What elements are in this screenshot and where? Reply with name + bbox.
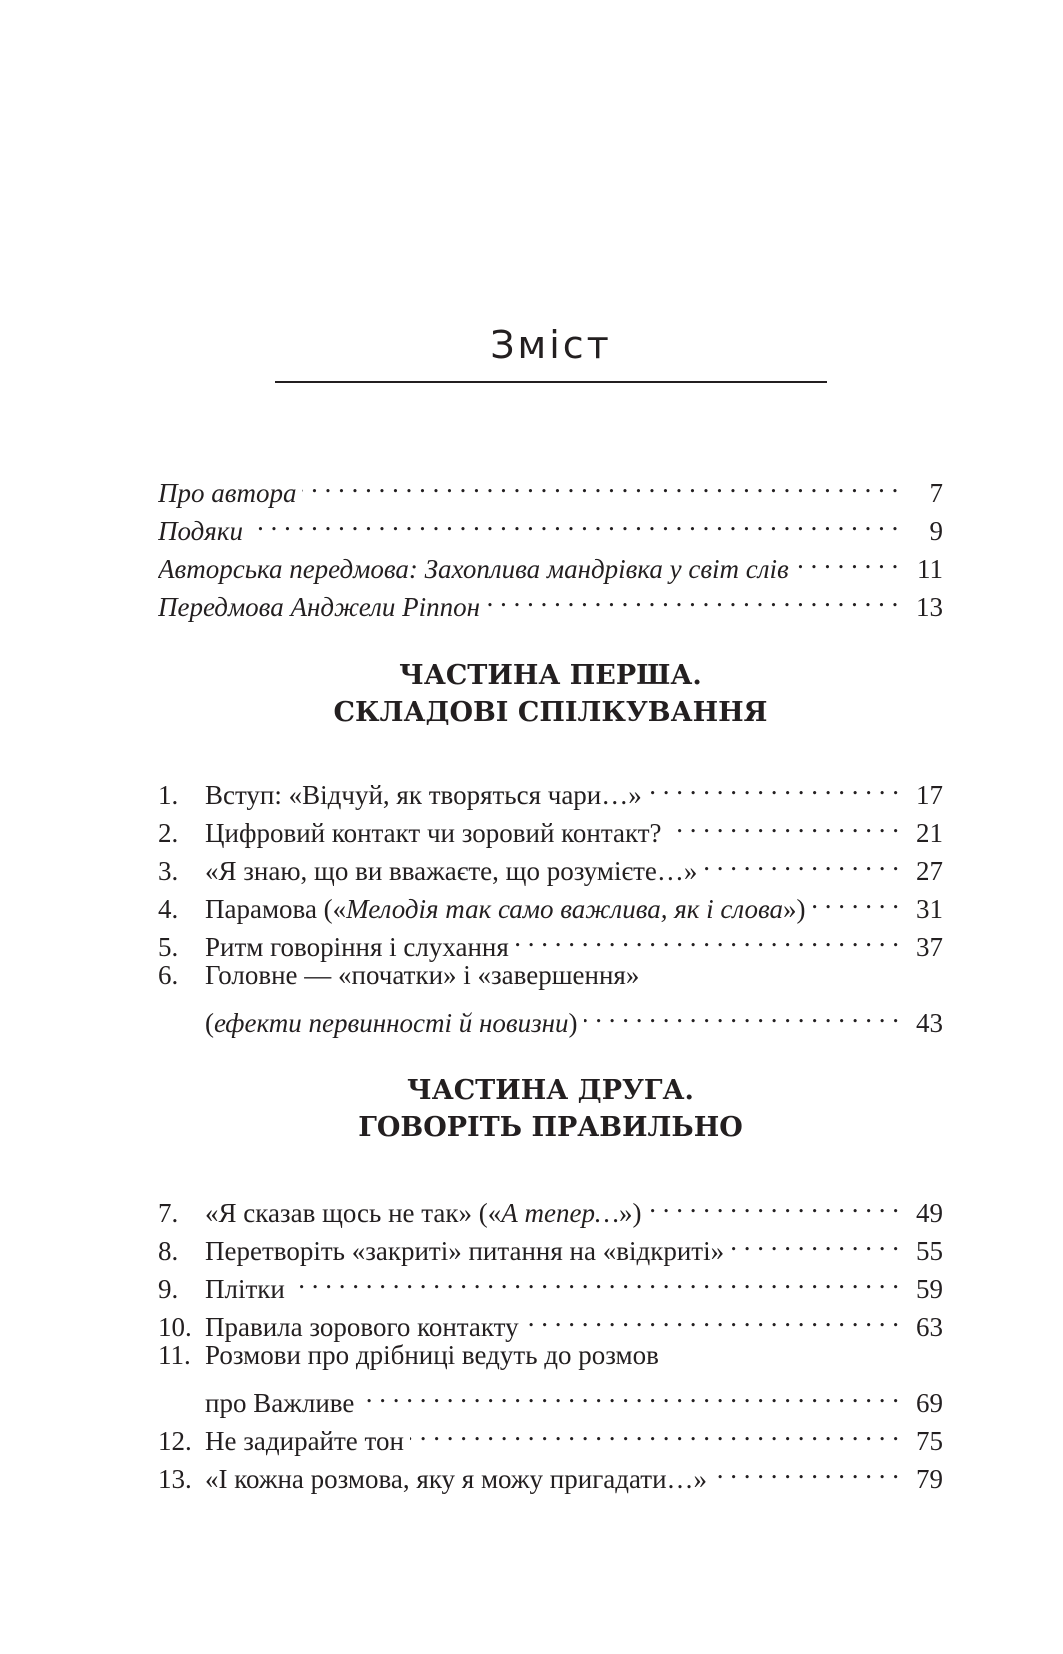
dot-leader — [795, 540, 899, 578]
toc-chapter-10[interactable] — [158, 1298, 943, 1342]
part-one-heading — [158, 657, 943, 731]
dot-leader — [302, 464, 899, 502]
dot-leader — [249, 502, 899, 540]
toc-chapter-11[interactable] — [158, 1336, 943, 1374]
toc-entry-acknowledgements[interactable] — [158, 502, 943, 546]
chapter-title: Вступ: «Відчуй, як творяться чари…» — [205, 780, 642, 810]
page-number: 7 — [929, 478, 943, 508]
chapter-number: 11. — [158, 1340, 191, 1370]
chapter-title-continued — [205, 1004, 578, 1042]
chapter-title: Розмови про дрібниці ведуть до розмов — [205, 1340, 659, 1370]
chapter-number: 6. — [158, 960, 179, 990]
toc-chapter-7[interactable] — [158, 1184, 943, 1228]
toc-chapter-9[interactable] — [158, 1260, 943, 1304]
chapter-number: 5. — [158, 932, 179, 962]
dot-leader — [812, 880, 899, 918]
dot-leader — [291, 1260, 899, 1298]
chapter-title-italic: Мелодія так само важлива, як і слова — [346, 894, 784, 924]
chapter-number: 10. — [158, 1312, 192, 1342]
chapter-number: 7. — [158, 1198, 179, 1228]
chapter-title-prefix: «Я сказав щось не так» (« — [205, 1198, 502, 1228]
dot-leader — [486, 578, 899, 616]
page-number: 59 — [916, 1274, 943, 1304]
chapter-number: 8. — [158, 1236, 179, 1266]
toc-chapter-11-continued[interactable] — [158, 1374, 943, 1418]
part-heading-line1: ЧАСТИНА ПЕРША. — [399, 660, 702, 691]
chapter-title: Цифровий контакт чи зоровий контакт? — [205, 818, 662, 848]
chapter-title-prefix: Парамова (« — [205, 894, 347, 924]
toc-chapter-13[interactable] — [158, 1450, 943, 1494]
chapter-title: «І кожна розмова, яку я можу пригадати…» — [205, 1464, 708, 1494]
toc-entry-author-preface[interactable] — [158, 540, 943, 584]
part-heading-line2: СКЛАДОВІ СПІЛКУВАННЯ — [333, 697, 768, 728]
dot-leader — [515, 918, 899, 956]
chapter-title-prefix: ( — [205, 1008, 214, 1038]
page-number: 11 — [917, 554, 943, 584]
page-number: 75 — [916, 1426, 943, 1456]
chapter-number: 9. — [158, 1274, 179, 1304]
chapter-number: 12. — [158, 1426, 192, 1456]
entry-title: Про автора — [158, 478, 297, 508]
chapter-title-suffix: ) — [568, 1008, 578, 1038]
entry-title: Авторська передмова: Захоплива мандрівка у світ слів — [158, 554, 789, 584]
chapter-title-continued: про Важливе — [205, 1388, 355, 1418]
page-number: 69 — [916, 1388, 943, 1418]
toc-chapter-5[interactable] — [158, 918, 943, 962]
toc-chapter-3[interactable] — [158, 842, 943, 886]
page-number: 21 — [916, 818, 943, 848]
dot-leader — [648, 766, 899, 804]
chapter-title-suffix: ») — [783, 894, 806, 924]
page-number: 63 — [916, 1312, 943, 1342]
chapter-title-suffix: ») — [618, 1198, 642, 1228]
page-title: Зміст — [490, 323, 612, 367]
dot-leader — [703, 842, 899, 880]
chapter-number: 13. — [158, 1464, 192, 1494]
chapter-title: Правила зорового контакту — [205, 1312, 519, 1342]
toc-entry-rippon-preface[interactable] — [158, 578, 943, 622]
part-heading-line1: ЧАСТИНА ДРУГА. — [407, 1075, 694, 1106]
chapter-number: 4. — [158, 894, 179, 924]
toc-chapter-6-continued[interactable] — [158, 994, 943, 1038]
dot-leader — [668, 804, 900, 842]
chapter-title: Перетворіть «закриті» питання на «відкриті» — [205, 1236, 725, 1266]
toc-entry-about-author[interactable] — [158, 464, 943, 508]
chapter-title: Головне — «початки» і «завершення» — [205, 960, 640, 990]
page-number: 13 — [916, 592, 943, 622]
page-number: 55 — [916, 1236, 943, 1266]
page-number: 79 — [916, 1464, 943, 1494]
chapter-title-italic: ефекти первинності й новизни — [214, 1008, 569, 1038]
dot-leader — [525, 1298, 899, 1336]
page-number: 49 — [916, 1198, 943, 1228]
toc-chapter-8[interactable] — [158, 1222, 943, 1266]
dot-leader — [584, 994, 899, 1032]
chapter-title-italic: А тепер… — [501, 1198, 619, 1228]
dot-leader — [360, 1374, 899, 1412]
entry-title: Передмова Анджели Ріппон — [158, 592, 480, 622]
chapter-title: Не задирайте тон — [205, 1426, 404, 1456]
part-heading-line2: ГОВОРІТЬ ПРАВИЛЬНО — [358, 1112, 743, 1143]
toc-chapter-6[interactable] — [158, 956, 943, 994]
toc-chapter-2[interactable] — [158, 804, 943, 848]
page-number: 37 — [916, 932, 943, 962]
page-number: 9 — [929, 516, 943, 546]
chapter-number: 1. — [158, 780, 179, 810]
page-number: 17 — [916, 780, 943, 810]
page-number: 31 — [916, 894, 943, 924]
chapter-title: Ритм говоріння і слухання — [205, 932, 509, 962]
toc-chapter-1[interactable] — [158, 766, 943, 810]
dot-leader — [410, 1412, 899, 1450]
dot-leader — [647, 1184, 899, 1222]
toc-chapter-4[interactable] — [158, 880, 943, 924]
toc-chapter-12[interactable] — [158, 1412, 943, 1456]
page-number: 27 — [916, 856, 943, 886]
chapter-number: 2. — [158, 818, 179, 848]
dot-leader — [713, 1450, 899, 1488]
dot-leader — [730, 1222, 899, 1260]
chapter-title: «Я знаю, що ви вважаєте, що розумієте…» — [205, 856, 698, 886]
title-rule-divider — [275, 381, 827, 383]
page-number: 43 — [916, 1008, 943, 1038]
part-two-heading — [158, 1072, 943, 1146]
chapter-number: 3. — [158, 856, 179, 886]
chapter-title: Плітки — [205, 1274, 285, 1304]
entry-title: Подяки — [158, 516, 243, 546]
